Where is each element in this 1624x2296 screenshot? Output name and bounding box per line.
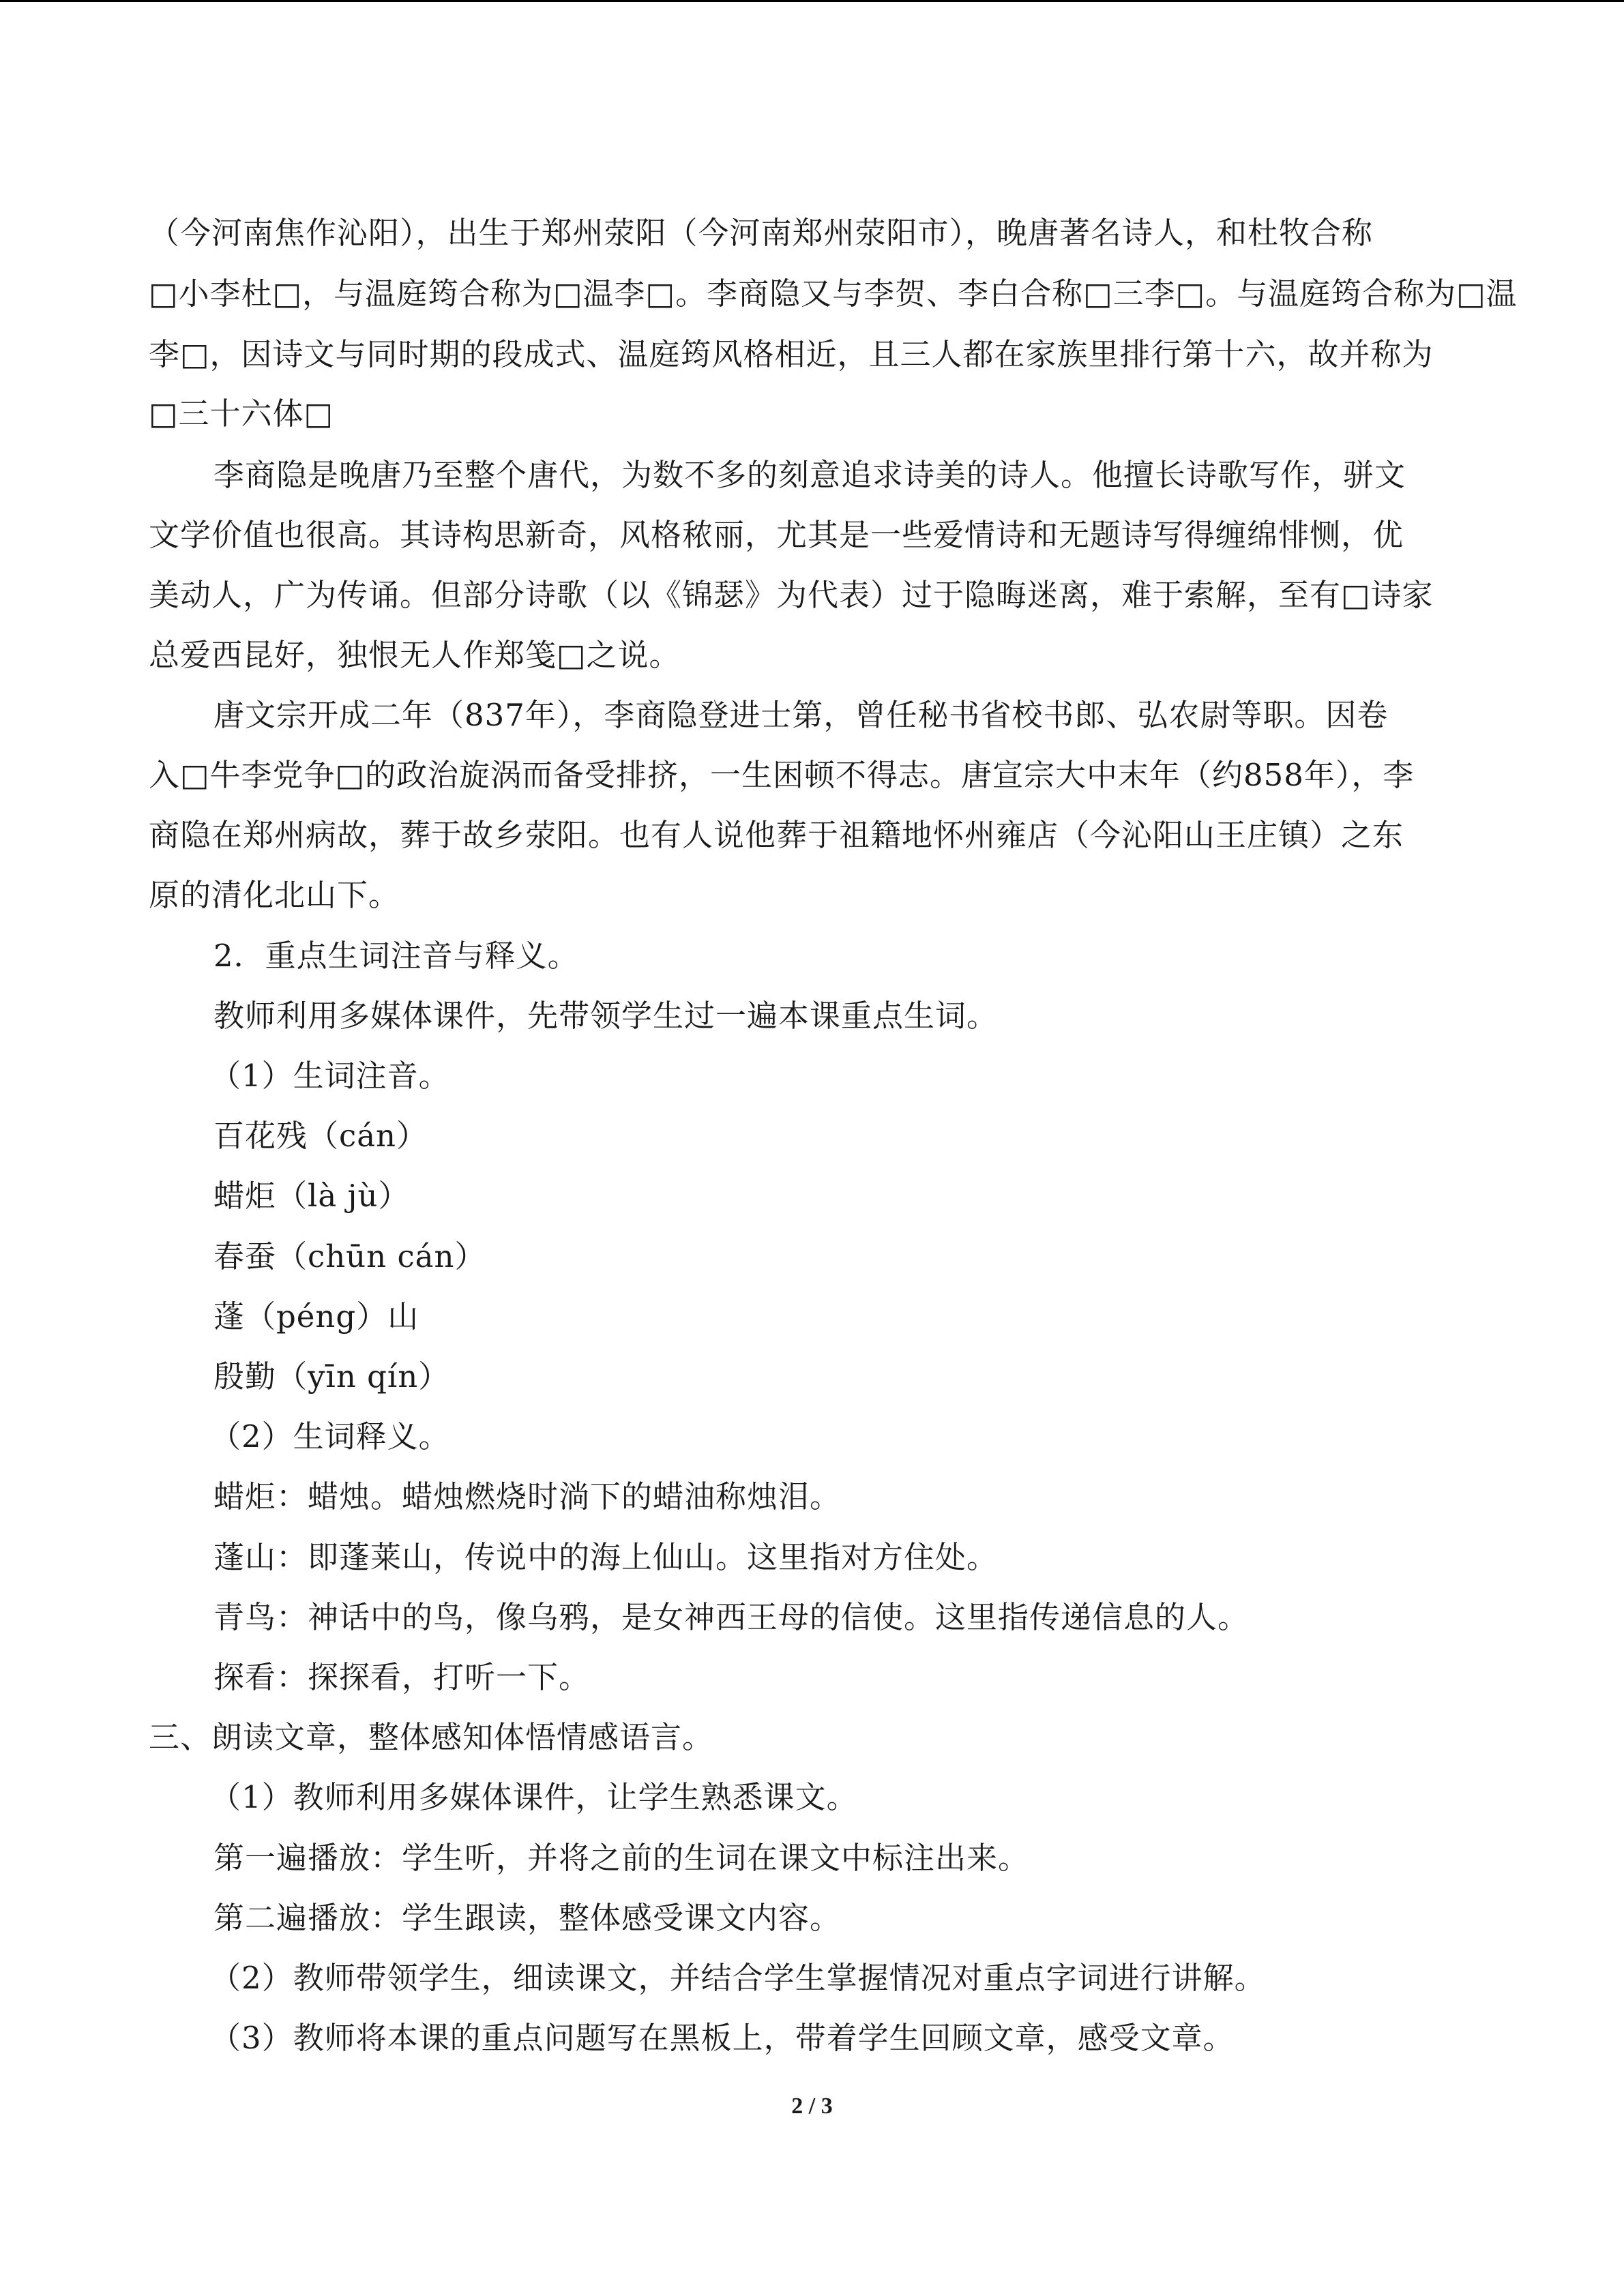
text-line: 商隐在郑州病故，葬于故乡荥阳。也有人说他葬于祖籍地怀州雍店（今沁阳山王庄镇）之东 — [149, 817, 1404, 853]
text-line: （今河南焦作沁阳），出生于郑州荥阳（今河南郑州荥阳市），晚唐著名诗人，和杜牧合称 — [149, 215, 1374, 251]
text-line: （1）教师利用多媒体课件，让学生熟悉课文。 — [210, 1779, 858, 1815]
text-line: 李□，因诗文与同时期的段成式、温庭筠风格相近，且三人都在家族里排行第十六，故并称为 — [149, 336, 1434, 372]
text-line: 唐文宗开成二年（837年），李商隐登进士第，曾任秘书省校书郎、弘农尉等职。因卷 — [213, 697, 1389, 733]
text-line: 总爱西昆好，独恨无人作郑笺□之说。 — [149, 637, 681, 673]
subsection-heading: （1）生词注音。 — [210, 1058, 450, 1094]
text-line: 美动人，广为传诵。但部分诗歌（以《锦瑟》为代表）过于隐晦迷离，难于索解，至有□诗家 — [149, 577, 1434, 613]
definition-item: 青鸟：神话中的鸟，像乌鸦，是女神西王母的信使。这里指传递信息的人。 — [213, 1599, 1250, 1635]
text-line: 原的清化北山下。 — [149, 877, 400, 913]
text-line: （3）教师将本课的重点问题写在黑板上，带着学生回顾文章，感受文章。 — [210, 2020, 1235, 2056]
text-line: 入□牛李党争□的政治旋涡而备受排挤，一生困顿不得志。唐宣宗大中末年（约858年），李 — [149, 757, 1415, 793]
text-line: □小李杜□，与温庭筠合称为□温李□。李商隐又与李贺、李白合称□三李□。与温庭筠合称为□温 — [149, 275, 1518, 312]
definition-item: 蜡炬：蜡烛。蜡烛燃烧时淌下的蜡油称烛泪。 — [213, 1478, 842, 1515]
section-heading: 2．重点生词注音与释义。 — [213, 938, 579, 974]
text-line: 第一遍播放：学生听，并将之前的生词在课文中标注出来。 — [213, 1840, 1030, 1876]
text-line: 李商隐是晚唐乃至整个唐代，为数不多的刻意追求诗美的诗人。他擅长诗歌写作，骈文 — [213, 457, 1406, 493]
definition-item: 蓬山：即蓬莱山，传说中的海上仙山。这里指对方住处。 — [213, 1539, 999, 1575]
text-line: □三十六体□ — [149, 396, 334, 432]
text-line: （2）教师带领学生，细读课文，并结合学生掌握情况对重点字词进行讲解。 — [210, 1960, 1266, 1996]
top-border — [0, 0, 1624, 2]
subsection-heading: （2）生词释义。 — [210, 1418, 450, 1455]
vocab-item: 殷勤（yīn qín） — [213, 1358, 450, 1395]
text-line: 文学价值也很高。其诗构思新奇，风格秾丽，尤其是一些爱情诗和无题诗写得缠绵悱恻，优 — [149, 517, 1404, 553]
vocab-item: 春蚕（chūn cán） — [213, 1238, 486, 1274]
page-number: 2 / 3 — [791, 2093, 833, 2119]
vocab-item: 百花残（cán） — [213, 1118, 428, 1154]
text-line: 教师利用多媒体课件，先带领学生过一遍本课重点生词。 — [213, 998, 999, 1034]
vocab-item: 蜡炬（là jù） — [213, 1178, 410, 1214]
vocab-item: 蓬（péng）山 — [213, 1298, 419, 1335]
section-heading: 三、朗读文章，整体感知体悟情感语言。 — [149, 1719, 714, 1755]
text-line: 第二遍播放：学生跟读，整体感受课文内容。 — [213, 1900, 842, 1936]
definition-item: 探看：探探看，打听一下。 — [213, 1659, 591, 1695]
